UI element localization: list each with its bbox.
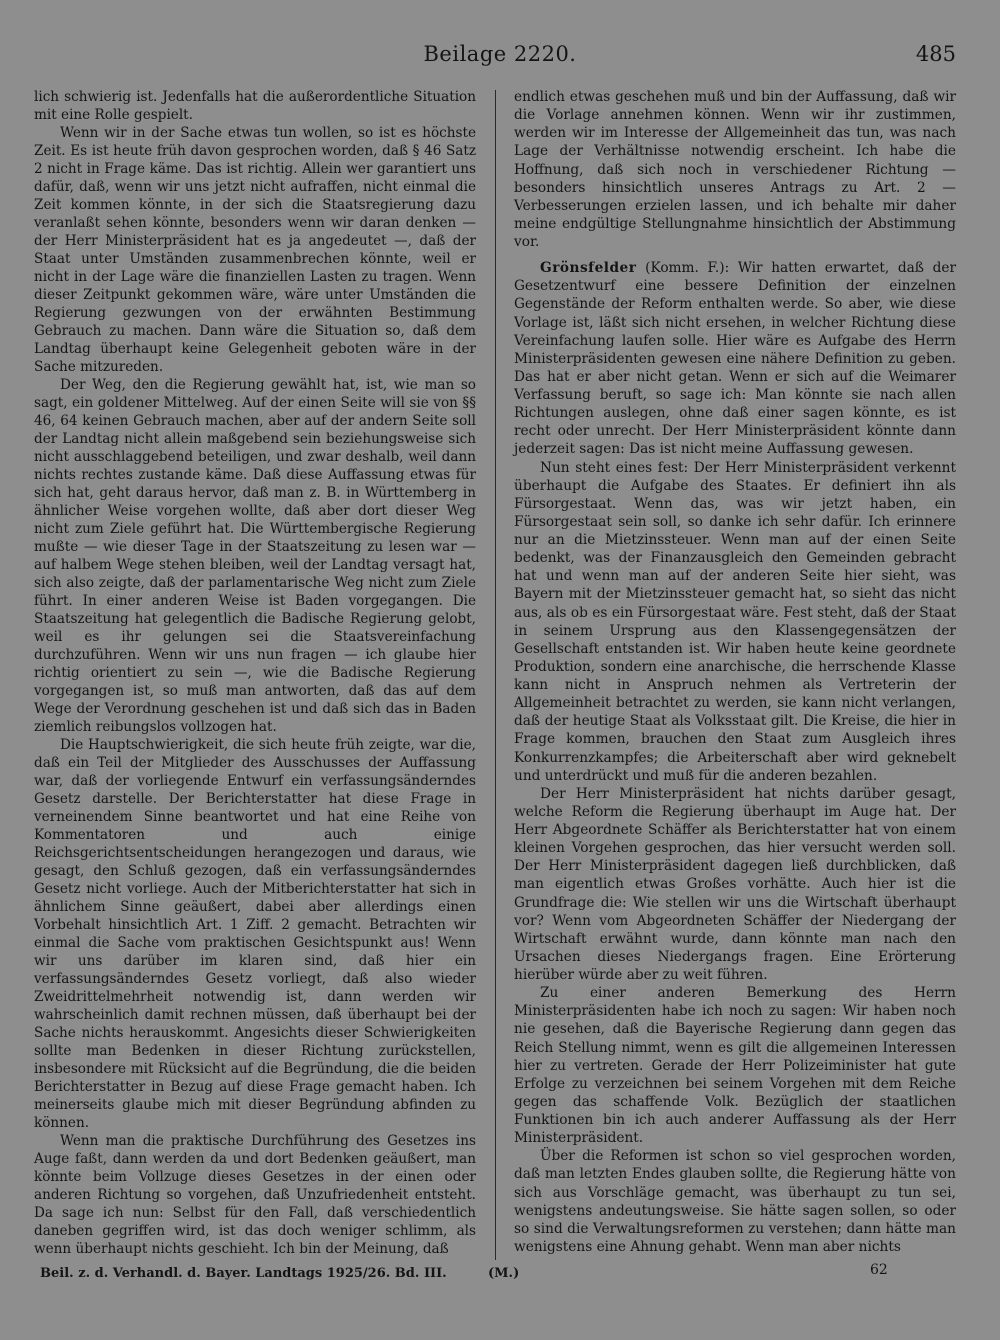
page-title: Beilage 2220. bbox=[423, 42, 577, 66]
paragraph: Der Weg, den die Regierung gewählt hat, ist, wie man so sagt, ein goldener Mittelweg. Auf der einen Seite will sie von §§ 46, 64 keinen Gebrauch machen, aber auf der andern Seite soll der Landtag nicht allein maßgebend sein beziehungsweise sich nicht ausschlaggebend beteiligen, und zwar deshalb, weil dann nichts rechtes zustande käme. Daß diese Auffassung etwas für sich hat, geht daraus hervor, daß man z. B. in Württemberg in ähnlicher Weise vorgehen wollte, daß aber dort dieser Weg nicht zum Ziele geführt hat. Die Württembergische Regierung mußte — wie dieser Tage in der Staatszeitung zu lesen war — auf halbem Wege stehen bleiben, weil der Landtag versagt hat, sich also zeigte, daß der parlamentarische Weg nicht zum Ziele führt. In einer anderen Weise ist Baden vorgegangen. Die Staatszeitung hat gelegentlich die Badische Regierung gelobt, weil es ihr gelungen sei die Staatsvereinfachung durchzuführen. Wenn wir uns nun fragen — ich glaube hier richtig orientiert zu sein —, wie die Badische Regierung vorgegangen ist, so muß man antworten, daß das auf dem Wege der Verordnung geschehen ist und daß sich das in Baden ziemlich reibungslos vollzogen hat. bbox=[34, 377, 476, 735]
page-number: 485 bbox=[915, 42, 956, 66]
paragraph: Wenn wir in der Sache etwas tun wollen, so ist es höchste Zeit. Es ist heute früh davon gesprochen worden, daß § 46 Satz 2 nicht in Frage käme. Das ist richtig. Allein wer garantiert uns dafür, daß, wenn wir uns jetzt nicht aufraffen, nicht einmal die Zeit kommen könnte, in der sich die Staatsregierung dazu veranlaßt sehen könnte, besonders wenn wir daran denken — der Herr Ministerpräsident hat es ja angedeutet —, daß der Staat unter Umständen zusammenbrechen könnte, weil er nicht in der Lage wäre die finanziellen Lasten zu tragen. Wenn dieser Zeitpunkt gekommen wäre, wäre unter Umständen die Regierung gezwungen von der erwähnten Bestimmung Gebrauch zu machen. Dann wäre die Situation so, daß dem Landtag überhaupt keine Gelegenheit geboten wäre in der Sache mitzureden. bbox=[34, 125, 476, 375]
paragraph: Wenn man die praktische Durchführung des Gesetzes ins Auge faßt, dann werden da und dort Bedenken geäußert, man könnte beim Vollzuge dieses Gesetzes in der einen oder anderen Richtung so vorgehen, daß Unzufriedenheit entsteht. Da sage ich nun: Selbst für den Fall, daß verschiedentlich daneben gegriffen wird, ist das doch weniger schlimm, als wenn überhaupt nichts geschieht. Ich bin der Meinung, daß bbox=[34, 1133, 476, 1257]
paragraph: Die Hauptschwierigkeit, die sich heute früh zeigte, war die, daß ein Teil der Mitglieder des Ausschusses der Auffassung war, daß der vorliegende Entwurf ein verfassungsänderndes Gesetz darstelle. Der Berichterstatter hat diese Frage in verneinendem Sinne beantwortet und hat eine Reihe von Kommentatoren und auch einige Reichsgerichtsentscheidungen herangezogen und daraus, wie gesagt, den Schluß gezogen, daß ein verfassungsänderndes Gesetz nicht vorliege. Auch der Mitberichterstatter hat sich in ähnlichem Sinne geäußert, dabei aber allerdings einen Vorbehalt hinsichtlich Art. 1 Ziff. 2 gemacht. Betrachten wir einmal die Sache vom praktischen Gesichtspunkt aus! Wenn wir uns darüber im klaren sind, daß hier ein verfassungsänderndes Gesetz vorliegt, daß also wieder Zweidrittelmehrheit notwendig ist, dann werden wir wahrscheinlich damit rechnen müssen, daß überhaupt bei der Sache nichts herauskommt. Angesichts dieser Schwierigkeiten sollte man Bedenken in dieser Richtung zurückstellen, insbesondere mit Rücksicht auf die Begründung, die die beiden Berichterstatter in Bezug auf diese Frage gemacht haben. Ich meinerseits glaube mich mit dieser Begründung abfinden zu können. bbox=[34, 737, 476, 1131]
speaker-paragraph bbox=[514, 259, 956, 458]
paragraph: Nun steht eines fest: Der Herr Ministerpräsident verkennt überhaupt die Aufgabe des Staates. Er definiert ihn als Fürsorgestaat. Wenn das, was wir jetzt haben, ein Fürsorgestaat sein soll, so danke ich sehr dafür. Ich erinnere nur an die Mietzinssteuer. Wenn man auf der einen Seite bedenkt, was der Finanzausgleich den Gemeinden gebracht hat und wenn man auf der anderen Seite hier sieht, was Bayern mit der Mietzinssteuer gemacht hat, so sieht das nicht aus, als ob es ein Fürsorgestaat wäre. Fest steht, daß der Staat in seinem Ursprung aus den Klassengegensätzen der Gesellschaft entstanden ist. Wir haben heute keine geordnete Produktion, sondern eine anarchische, die herrschende Klasse kann nicht in Anspruch nehmen als Vertreterin der Allgemeinheit betrachtet zu werden, sie kann nicht verlangen, daß der heutige Staat als Volksstaat gilt. Die Kreise, die hier in Frage kommen, brauchen den Staat zum Ausgleich ihres Konkurrenzkampfes; die Arbeiterschaft aber wird geknebelt und unterdrückt und muß für die anderen bezahlen. bbox=[514, 459, 956, 784]
paragraph: endlich etwas geschehen muß und bin der Auffassung, daß wir die Vorlage annehmen können. Wenn wir ihr zustimmen, werden wir im Interesse der Allgemeinheit das tun, was nach Lage der Verhältnisse notwendig erscheint. Ich habe die Hoffnung, daß sich noch in verschiedener Richtung — besonders hinsichtlich unseres Antrags zu Art. 2 — Verbesserungen erzielen lassen, und ich behalte mir daher meine endgültige Stellungnahme hinsichtlich der Abstimmung vor. bbox=[514, 89, 956, 250]
speech-text: (Komm. F.): Wir hatten erwartet, daß der Gesetzentwurf eine bessere Definition der einzelnen Gegenstände der Reform enthalten werde. So aber, wie diese Vorlage ist, läßt sich nicht ersehen, in welcher Richtung diese Vereinfachung laufen solle. Hier wäre es Aufgabe des Herrn Ministerpräsidenten gewesen eine nähere Definition zu geben. Das hat er aber nicht getan. Wenn er sich auf die Weimarer Verfassung beruft, so sage ich: Man könnte sie nach allen Richtungen auslegen, ohne daß einer sagen könnte, es ist recht oder unrecht. Der Herr Ministerpräsident könnte dann jederzeit sagen: Das ist nicht meine Auffassung gewesen. bbox=[514, 260, 956, 458]
speaker-name: Grönsfelder bbox=[540, 260, 637, 277]
page-footer bbox=[0, 1262, 1000, 1290]
footer-citation: Beil. z. d. Verhandl. d. Bayer. Landtags 1925/26. Bd. III. bbox=[40, 1266, 447, 1281]
paragraph: lich schwierig ist. Jedenfalls hat die außerordentliche Situation mit eine Rolle gespielt. bbox=[34, 89, 476, 123]
footer-mark: (M.) bbox=[488, 1266, 520, 1281]
page-header bbox=[0, 42, 1000, 72]
left-column bbox=[34, 88, 476, 1258]
column-divider bbox=[495, 90, 496, 1260]
paragraph: Zu einer anderen Bemerkung des Herrn Ministerpräsidenten habe ich noch zu sagen: Wir haben noch nie gesehen, daß die Bayerische Regierung dann gegen das Reich Stellung nimmt, wenn es gilt die allgemeinen Interessen hier zu vertreten. Gerade der Herr Polizeiminister hat gute Erfolge zu verzeichnen bei seinem Vorgehen mit dem Reiche gegen das schaffende Volk. Bezüglich der staatlichen Funktionen bin ich auch anderer Auffassung als der Herr Ministerpräsident. bbox=[514, 985, 956, 1147]
right-column bbox=[514, 88, 956, 1256]
signature-number: 62 bbox=[870, 1262, 888, 1278]
paragraph: Über die Reformen ist schon so viel gesprochen worden, daß man letzten Endes glauben sollte, die Regierung hätte von sich aus Vorschläge gemacht, was überhaupt zu tun sei, wenigstens andeutungsweise. Sie hätte sagen sollen, so oder so sind die Verwaltungsreformen zu verstehen; dann hätte man wenigstens eine Ahnung gehabt. Wenn man aber nichts bbox=[514, 1148, 956, 1255]
paragraph: Der Herr Ministerpräsident hat nichts darüber gesagt, welche Reform die Regierung überhaupt im Auge hat. Der Herr Abgeordnete Schäffer als Berichterstatter hat von einem kleinen Vorgehen gesprochen, das hier versucht werden soll. Der Herr Ministerpräsident dagegen ließ durchblicken, daß man eigentlich etwas Großes vorhätte. Auch hier ist die Grundfrage die: Wie stellen wir uns die Wirtschaft überhaupt vor? Wenn vom Abgeordneten Schäffer der Niedergang der Wirtschaft erwähnt wurde, dann könnte man nach den Ursachen dieses Niedergangs fragen. Eine Erörterung hierüber würde aber zu weit führen. bbox=[514, 785, 956, 983]
